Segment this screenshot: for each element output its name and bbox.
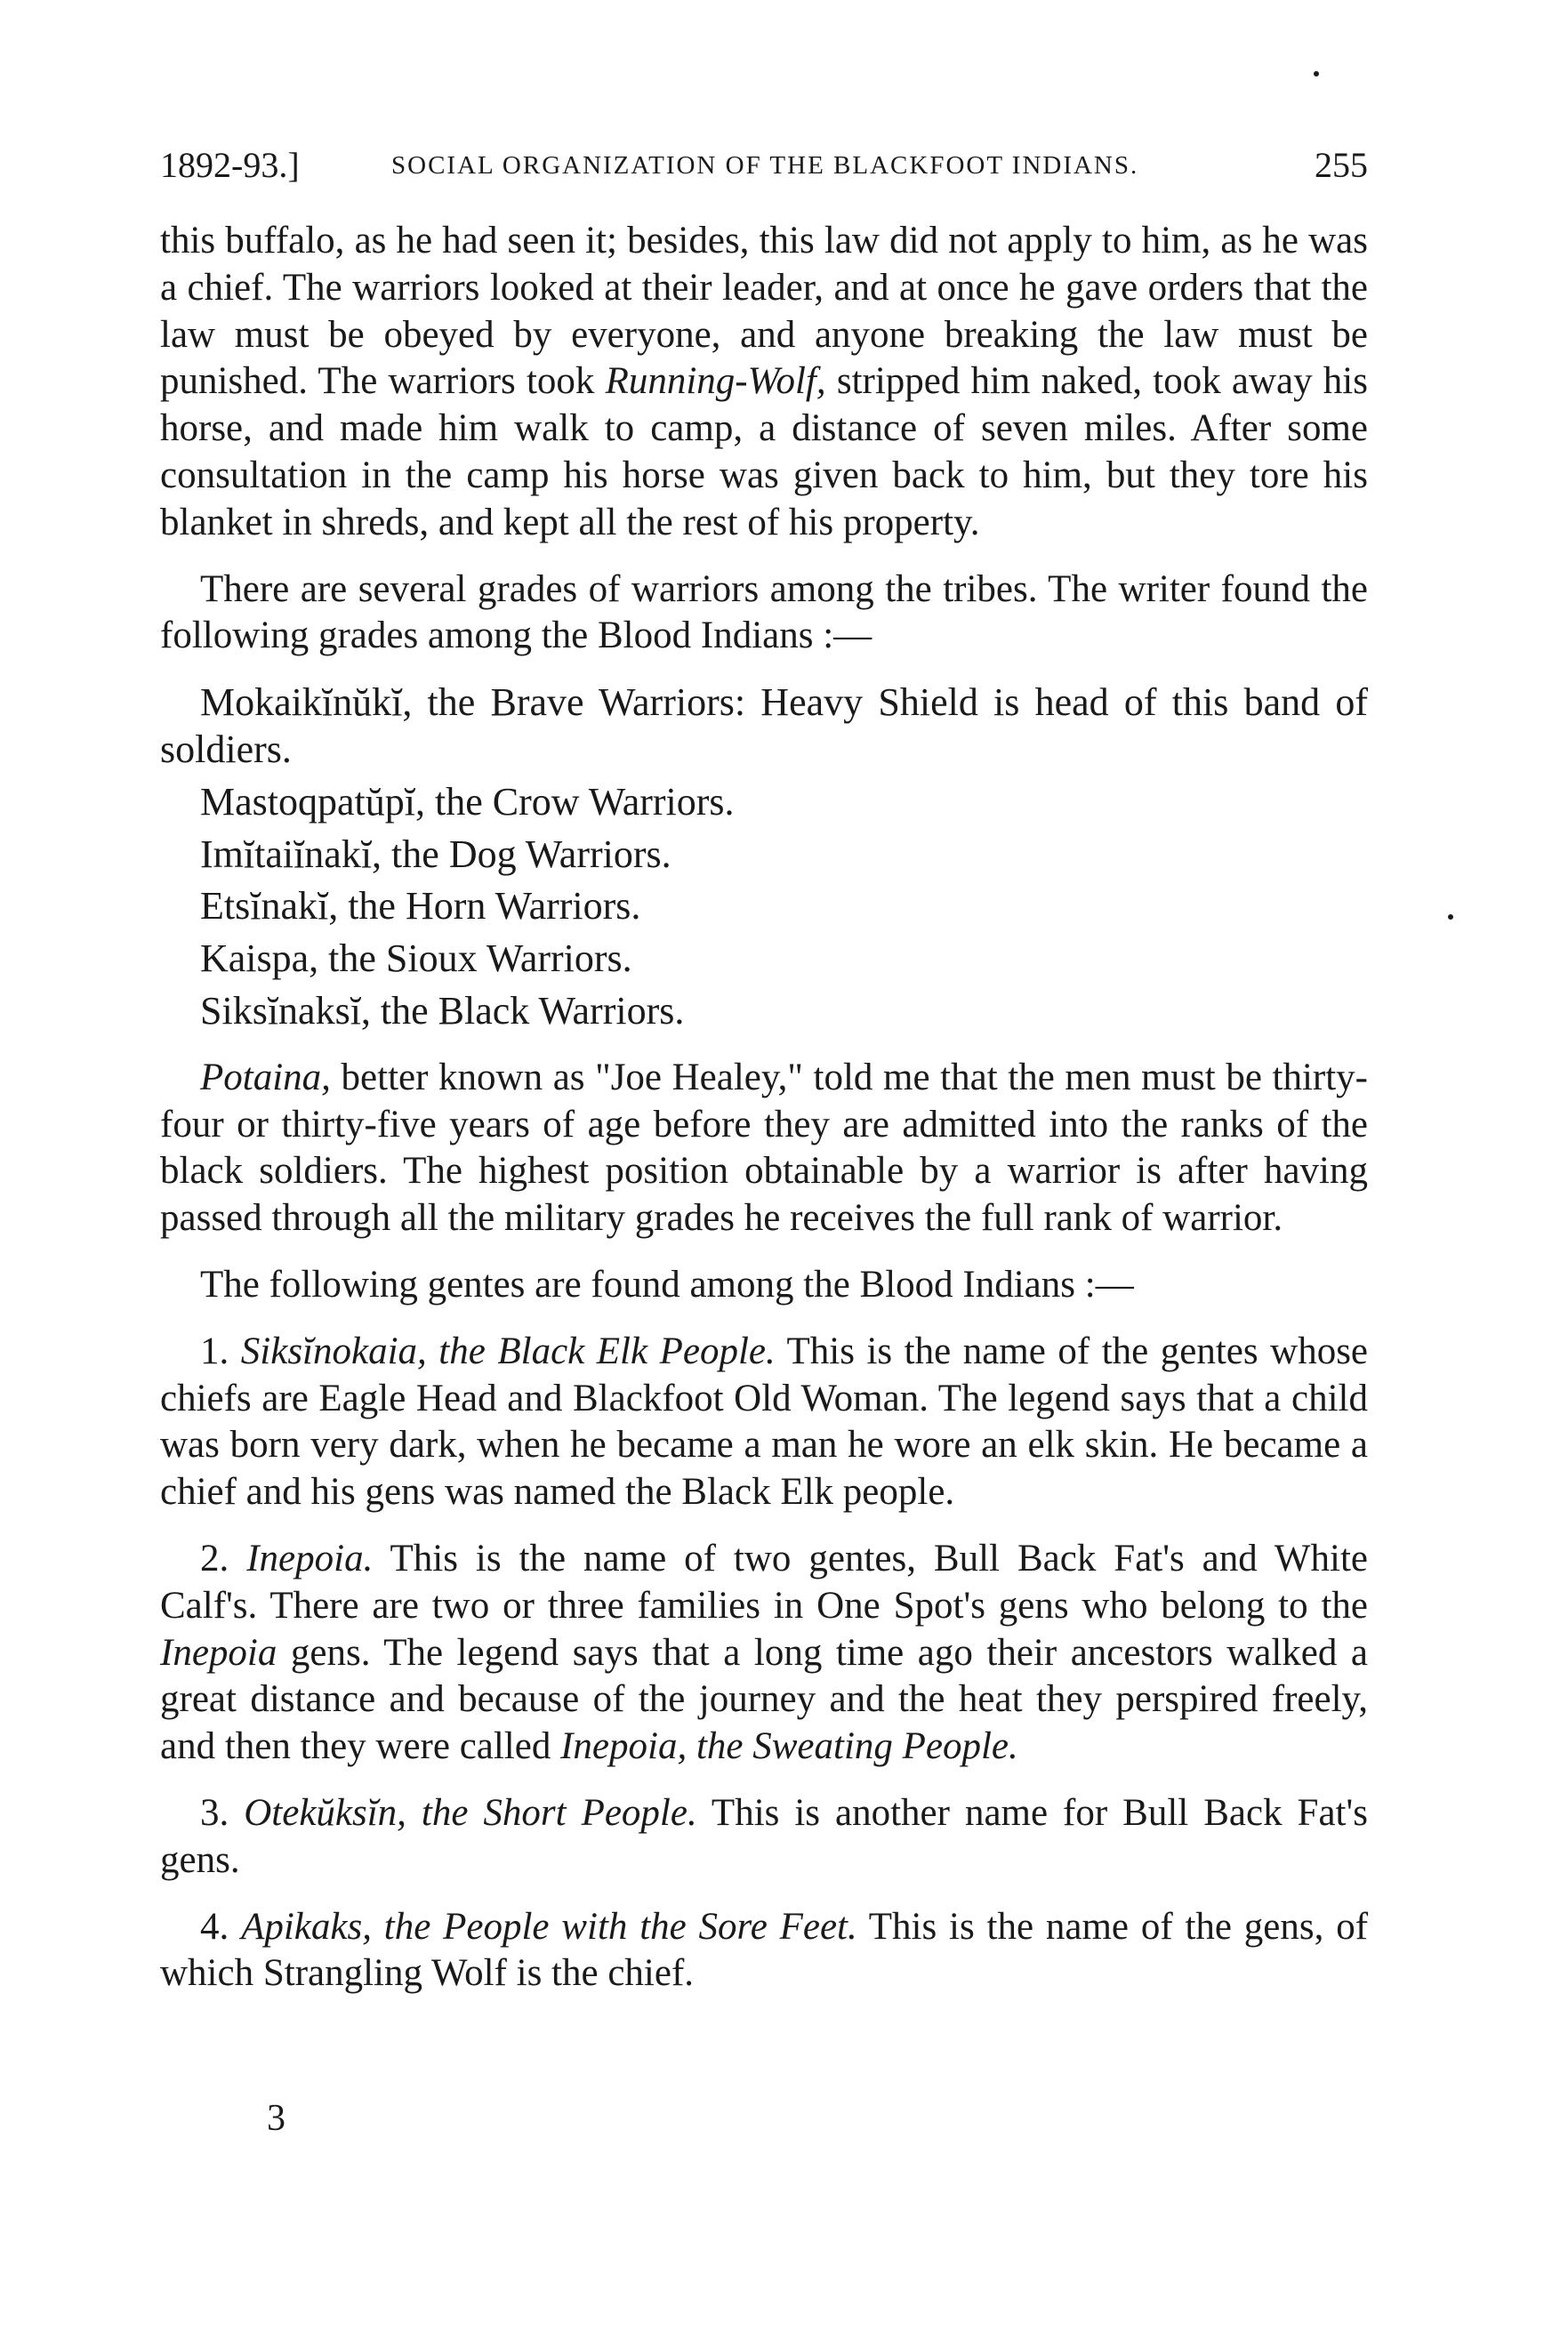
stray-mark <box>1314 71 1319 76</box>
gens-entry: 4. Apikaks, the People with the Sore Feet. This is the name of the gens, of which Strangling Wolf is the chief. <box>160 1905 1369 1995</box>
gens-title: Siksĭnokaia, the Black Elk People. <box>240 1330 776 1372</box>
gens-entry: 3. Otekŭksĭn, the Short People. This is another name for Bull Back Fat's gens. <box>160 1791 1368 1881</box>
warrior-band: Kaispa, the Sioux Warriors. <box>200 936 632 981</box>
gens-title: Inepoia. <box>246 1537 374 1579</box>
page-body <box>160 218 1368 1997</box>
paragraph: The following gentes are found among the Blood Indians :— <box>200 1263 1134 1306</box>
page-number: 255 <box>1315 145 1368 185</box>
person-name: Running-Wolf, <box>605 360 826 403</box>
warrior-band: Mastoqpatŭpĭ, the Crow Warriors. <box>200 779 735 824</box>
gens-title: Apikaks, the People with the Sore Feet. <box>241 1905 857 1948</box>
signature-mark: 3 <box>267 2098 285 2139</box>
stray-mark <box>1448 914 1453 920</box>
gens-entry: 1. Siksĭnokaia, the Black Elk People. This is the name of the gentes whose chiefs are Eagle Head and Blackfoot Old Woman. The legend says that a child was born very dark, when he became a man he wore an elk skin. He became a chief and his gens was named the Black Elk people. <box>160 1330 1369 1514</box>
paragraph: this buffalo, as he had seen it; besides, this law did not apply to him, as he was a chief. The warriors looked at their leader, and at once he gave orders that the law must be obeyed by everyone, and anyone breaking the law must be punished. The warriors took Running-Wolf, stripped him naked, took away his horse, and made him walk to camp, a distance of seven miles. After some consultation in the camp his horse was given back to him, but they tore his blanket in shreds, and kept all the rest of his property. <box>160 220 1368 543</box>
running-header <box>160 144 1368 197</box>
running-title: SOCIAL ORGANIZATION OF THE BLACKFOOT INDIANS. <box>391 151 1139 180</box>
year-range: 1892-93.] <box>160 145 300 185</box>
paragraph: Potaina, better known as "Joe Healey," told me that the men must be thirty-four or thirty-five years of age before they are admitted into the ranks of the black soldiers. The highest position obtainable by a warrior is after having passed through all the military grades he receives the full rank of warrior. <box>160 1056 1368 1240</box>
gens-entry: 2. Inepoia. This is the name of two gentes, Bull Back Fat's and White Calf's. There are two or three families in One Spot's gens who belong to the Inepoia gens. The legend says that a long time ago their ancestors walked a great distance and because of the journey and the heat they perspired freely, and then they were called Inepoia, the Sweating People. <box>160 1537 1369 1768</box>
warrior-band: Imĭtaiĭnakĭ, the Dog Warriors. <box>200 832 671 876</box>
person-name: Potaina, <box>200 1056 331 1098</box>
gens-title: Otekŭksĭn, the Short People. <box>244 1791 697 1834</box>
warrior-band: Siksĭnaksĭ, the Black Warriors. <box>200 988 685 1033</box>
paragraph: There are several grades of warriors among the tribes. The writer found the following grades among the Blood Indians :— <box>160 567 1368 657</box>
warrior-band: Etsĭnakĭ, the Horn Warriors. <box>200 884 641 928</box>
warrior-band: Mokaikĭnŭkĭ, the Brave Warriors: Heavy Shield is head of this band of soldiers. <box>160 680 1368 771</box>
